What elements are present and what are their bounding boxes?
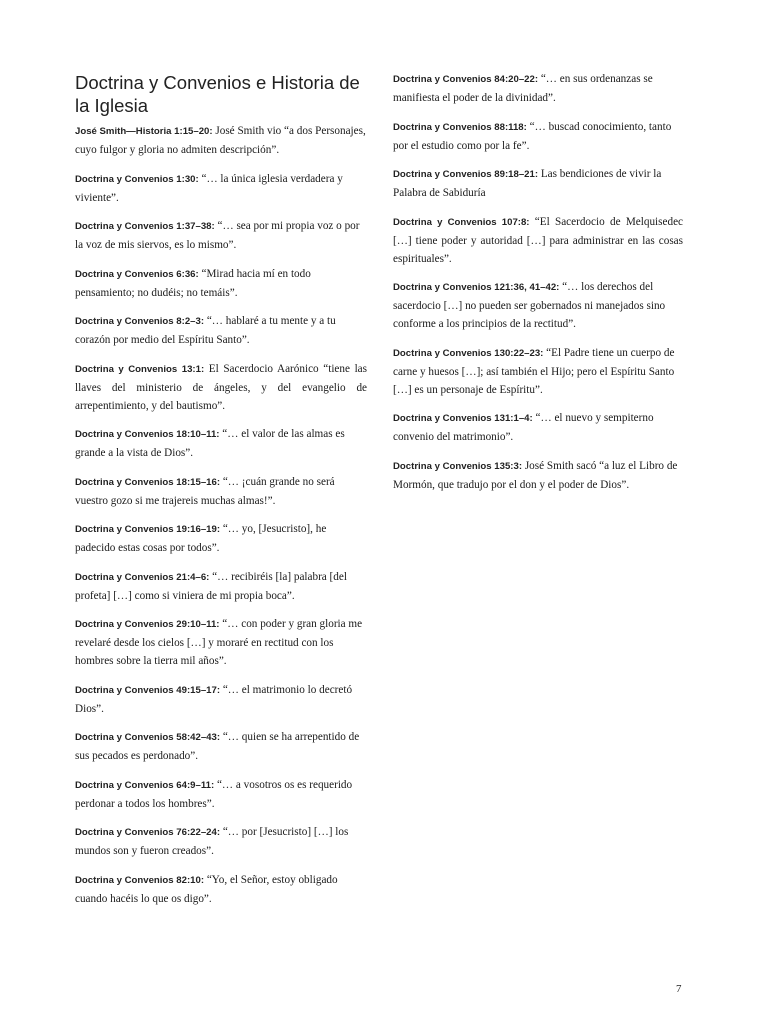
- scripture-reference: Doctrina y Convenios 1:37–38:: [75, 221, 215, 232]
- scripture-text: “… quien se ha arrepentido de sus pecados es perdonado”.: [75, 731, 360, 762]
- scripture-text: José Smith vio “a dos Personajes, cuyo fulgor y gloria no admiten descripción”.: [75, 125, 366, 156]
- scripture-text: “Yo, el Señor, estoy obligado cuando hacéis lo que os digo”.: [75, 873, 338, 905]
- page-number: 7: [676, 983, 682, 995]
- scripture-reference: Doctrina y Convenios 107:8:: [393, 216, 530, 228]
- list-item: [75, 265, 367, 302]
- scripture-reference: Doctrina y Convenios 88:118:: [393, 121, 527, 133]
- list-item: [393, 165, 683, 202]
- list-item: [393, 409, 683, 446]
- scripture-reference: Doctrina y Convenios 130:22–23:: [393, 347, 544, 359]
- scripture-reference: Doctrina y Convenios 6:36:: [75, 268, 199, 280]
- list-item: [75, 568, 367, 605]
- scripture-reference: Doctrina y Convenios 82:10:: [75, 874, 205, 886]
- scripture-text: “… con poder y gran gloria me revelaré desde los cielos […] y moraré en rectitud con los hombres sobre la tierra mil años”.: [75, 618, 363, 667]
- scripture-text: “… en sus ordenanzas se manifiesta el poder de la divinidad”.: [393, 73, 653, 104]
- list-item: [75, 425, 367, 462]
- list-item: [393, 213, 683, 268]
- page-title: Doctrina y Convenios e Historia de la Iglesia: [75, 72, 360, 116]
- scripture-reference: Doctrina y Convenios 135:3:: [393, 460, 523, 472]
- list-item: [75, 871, 367, 908]
- scripture-text: “… sea por mi propia voz o por la voz de mis siervos, es lo mismo”.: [75, 220, 360, 251]
- scripture-text: “… el valor de las almas es grande a la vista de Dios”.: [75, 428, 345, 459]
- scripture-reference: Doctrina y Convenios 8:2–3:: [75, 316, 205, 327]
- scripture-reference: Doctrina y Convenios 121:36, 41–42:: [393, 282, 560, 293]
- scripture-text: “… los derechos del sacerdocio […] no pueden ser gobernados ni manejados sino conforme a los principios de la rectitud”.: [393, 281, 666, 330]
- list-item: [75, 312, 367, 349]
- scripture-text: “El Sacerdocio de Melquisedec […] tiene poder y autoridad […] para administrar en las cosas espirituales”.: [393, 215, 683, 265]
- scripture-reference: Doctrina y Convenios 18:10–11:: [75, 429, 220, 440]
- scripture-text: El Sacerdocio Aarónico “tiene las llaves del ministerio de ángeles, y del evangelio de arrepentimiento, y del bautismo”.: [75, 362, 368, 412]
- scripture-text: “… a vosotros os es requerido perdonar a todos los hombres”.: [75, 778, 353, 810]
- scripture-text: “… ¡cuán grande no será vuestro gozo si me trajereis muchas almas!”.: [75, 475, 335, 507]
- scripture-reference: Doctrina y Convenios 29:10–11:: [75, 619, 220, 630]
- scripture-reference: Doctrina y Convenios 76:22–24:: [75, 827, 221, 838]
- list-item: [75, 681, 367, 718]
- scripture-reference: Doctrina y Convenios 131:1–4:: [393, 413, 533, 424]
- scripture-reference: Doctrina y Convenios 89:18–21:: [393, 169, 539, 180]
- right-column: [393, 70, 683, 504]
- left-column: [75, 122, 367, 918]
- scripture-text: “… el nuevo y sempiterno convenio del matrimonio”.: [393, 412, 654, 443]
- list-item: [75, 170, 367, 207]
- list-item: [393, 118, 683, 155]
- scripture-text: “… recibiréis [la] palabra [del profeta] […] como si viniera de mi propia boca”.: [75, 570, 347, 602]
- list-item: [75, 615, 367, 670]
- scripture-text: “… la única iglesia verdadera y viviente”.: [75, 172, 343, 204]
- scripture-reference: José Smith—Historia 1:15–20:: [75, 126, 213, 137]
- scripture-reference: Doctrina y Convenios 1:30:: [75, 173, 199, 185]
- scripture-text: Las bendiciones de vivir la Palabra de Sabiduría: [393, 168, 662, 199]
- scripture-reference: Doctrina y Convenios 21:4–6:: [75, 571, 210, 583]
- scripture-text: “… por [Jesucristo] […] los mundos son y fueron creados”.: [75, 826, 349, 857]
- scripture-text: “Mirad hacia mí en todo pensamiento; no dudéis; no temáis”.: [75, 267, 311, 299]
- scripture-reference: Doctrina y Convenios 58:42–43:: [75, 732, 221, 743]
- scripture-text: “… yo, [Jesucristo], he padecido estas cosas por todos”.: [75, 523, 327, 554]
- list-item: [75, 823, 367, 860]
- scripture-reference: Doctrina y Convenios 19:16–19:: [75, 524, 221, 535]
- scripture-reference: Doctrina y Convenios 49:15–17:: [75, 684, 221, 696]
- list-item: [393, 70, 683, 107]
- list-item: [393, 278, 683, 333]
- list-item: [393, 344, 683, 399]
- list-item: [75, 776, 367, 813]
- list-item: [75, 728, 367, 765]
- list-item: [75, 520, 367, 557]
- scripture-text: “… buscad conocimiento, tanto por el estudio como por la fe”.: [393, 120, 672, 152]
- scripture-reference: Doctrina y Convenios 64:9–11:: [75, 779, 215, 791]
- scripture-text: “El Padre tiene un cuerpo de carne y huesos […]; así también el Hijo; pero el Espíritu Santo […] es un personaje de Espíritu”.: [393, 346, 675, 396]
- scripture-reference: Doctrina y Convenios 84:20–22:: [393, 74, 539, 85]
- scripture-text: “… el matrimonio lo decretó Dios”.: [75, 683, 353, 715]
- scripture-text: “… hablaré a tu mente y a tu corazón por medio del Espíritu Santo”.: [75, 315, 336, 346]
- scripture-reference: Doctrina y Convenios 18:15–16:: [75, 476, 221, 488]
- list-item: [75, 360, 367, 415]
- scripture-text: José Smith sacó “a luz el Libro de Mormón, que tradujo por el don y el poder de Dios”.: [393, 459, 678, 491]
- list-item: [75, 217, 367, 254]
- list-item: [393, 457, 683, 494]
- list-item: [75, 122, 367, 159]
- list-item: [75, 473, 367, 510]
- scripture-reference: Doctrina y Convenios 13:1:: [75, 363, 205, 375]
